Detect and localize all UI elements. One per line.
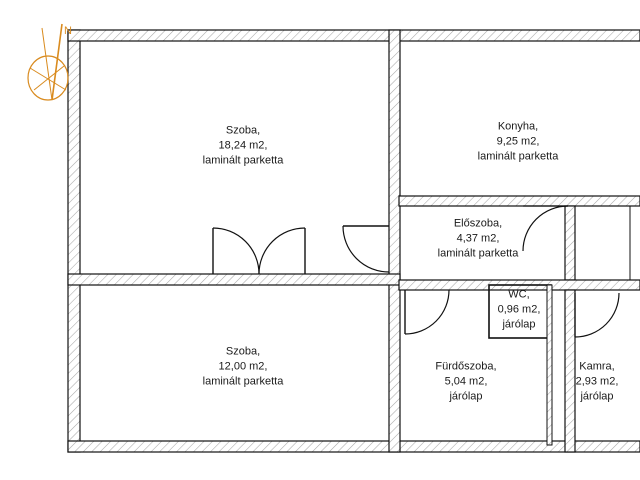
room-area: 9,25 m2,	[496, 135, 540, 148]
room-floor: laminált parketta	[477, 150, 559, 163]
room-name: Szoba,	[225, 124, 261, 137]
room-name: Fürdőszoba,	[435, 360, 497, 373]
room-name: WC,	[508, 288, 530, 301]
room-area: 0,96 m2,	[497, 303, 541, 316]
room-floor: laminált parketta	[202, 154, 284, 167]
room-area: 5,04 m2,	[444, 375, 488, 388]
room-floor: járólap	[449, 390, 483, 403]
room-area: 4,37 m2,	[456, 232, 500, 245]
room-area: 12,00 m2,	[218, 360, 268, 373]
room-name: Szoba,	[225, 345, 261, 358]
room-floor: járólap	[580, 390, 614, 403]
room-name: Konyha,	[497, 120, 539, 133]
room-floor: járólap	[502, 318, 536, 331]
compass-north-label: N	[64, 25, 72, 37]
room-floor: laminált parketta	[202, 375, 284, 388]
room-area: 2,93 m2,	[575, 375, 619, 388]
compass-icon	[24, 20, 80, 108]
room-name: Előszoba,	[453, 217, 503, 230]
walls-group	[68, 30, 640, 452]
room-floor: laminált parketta	[437, 247, 519, 260]
room-area: 18,24 m2,	[218, 139, 268, 152]
room-name: Kamra,	[579, 360, 615, 373]
